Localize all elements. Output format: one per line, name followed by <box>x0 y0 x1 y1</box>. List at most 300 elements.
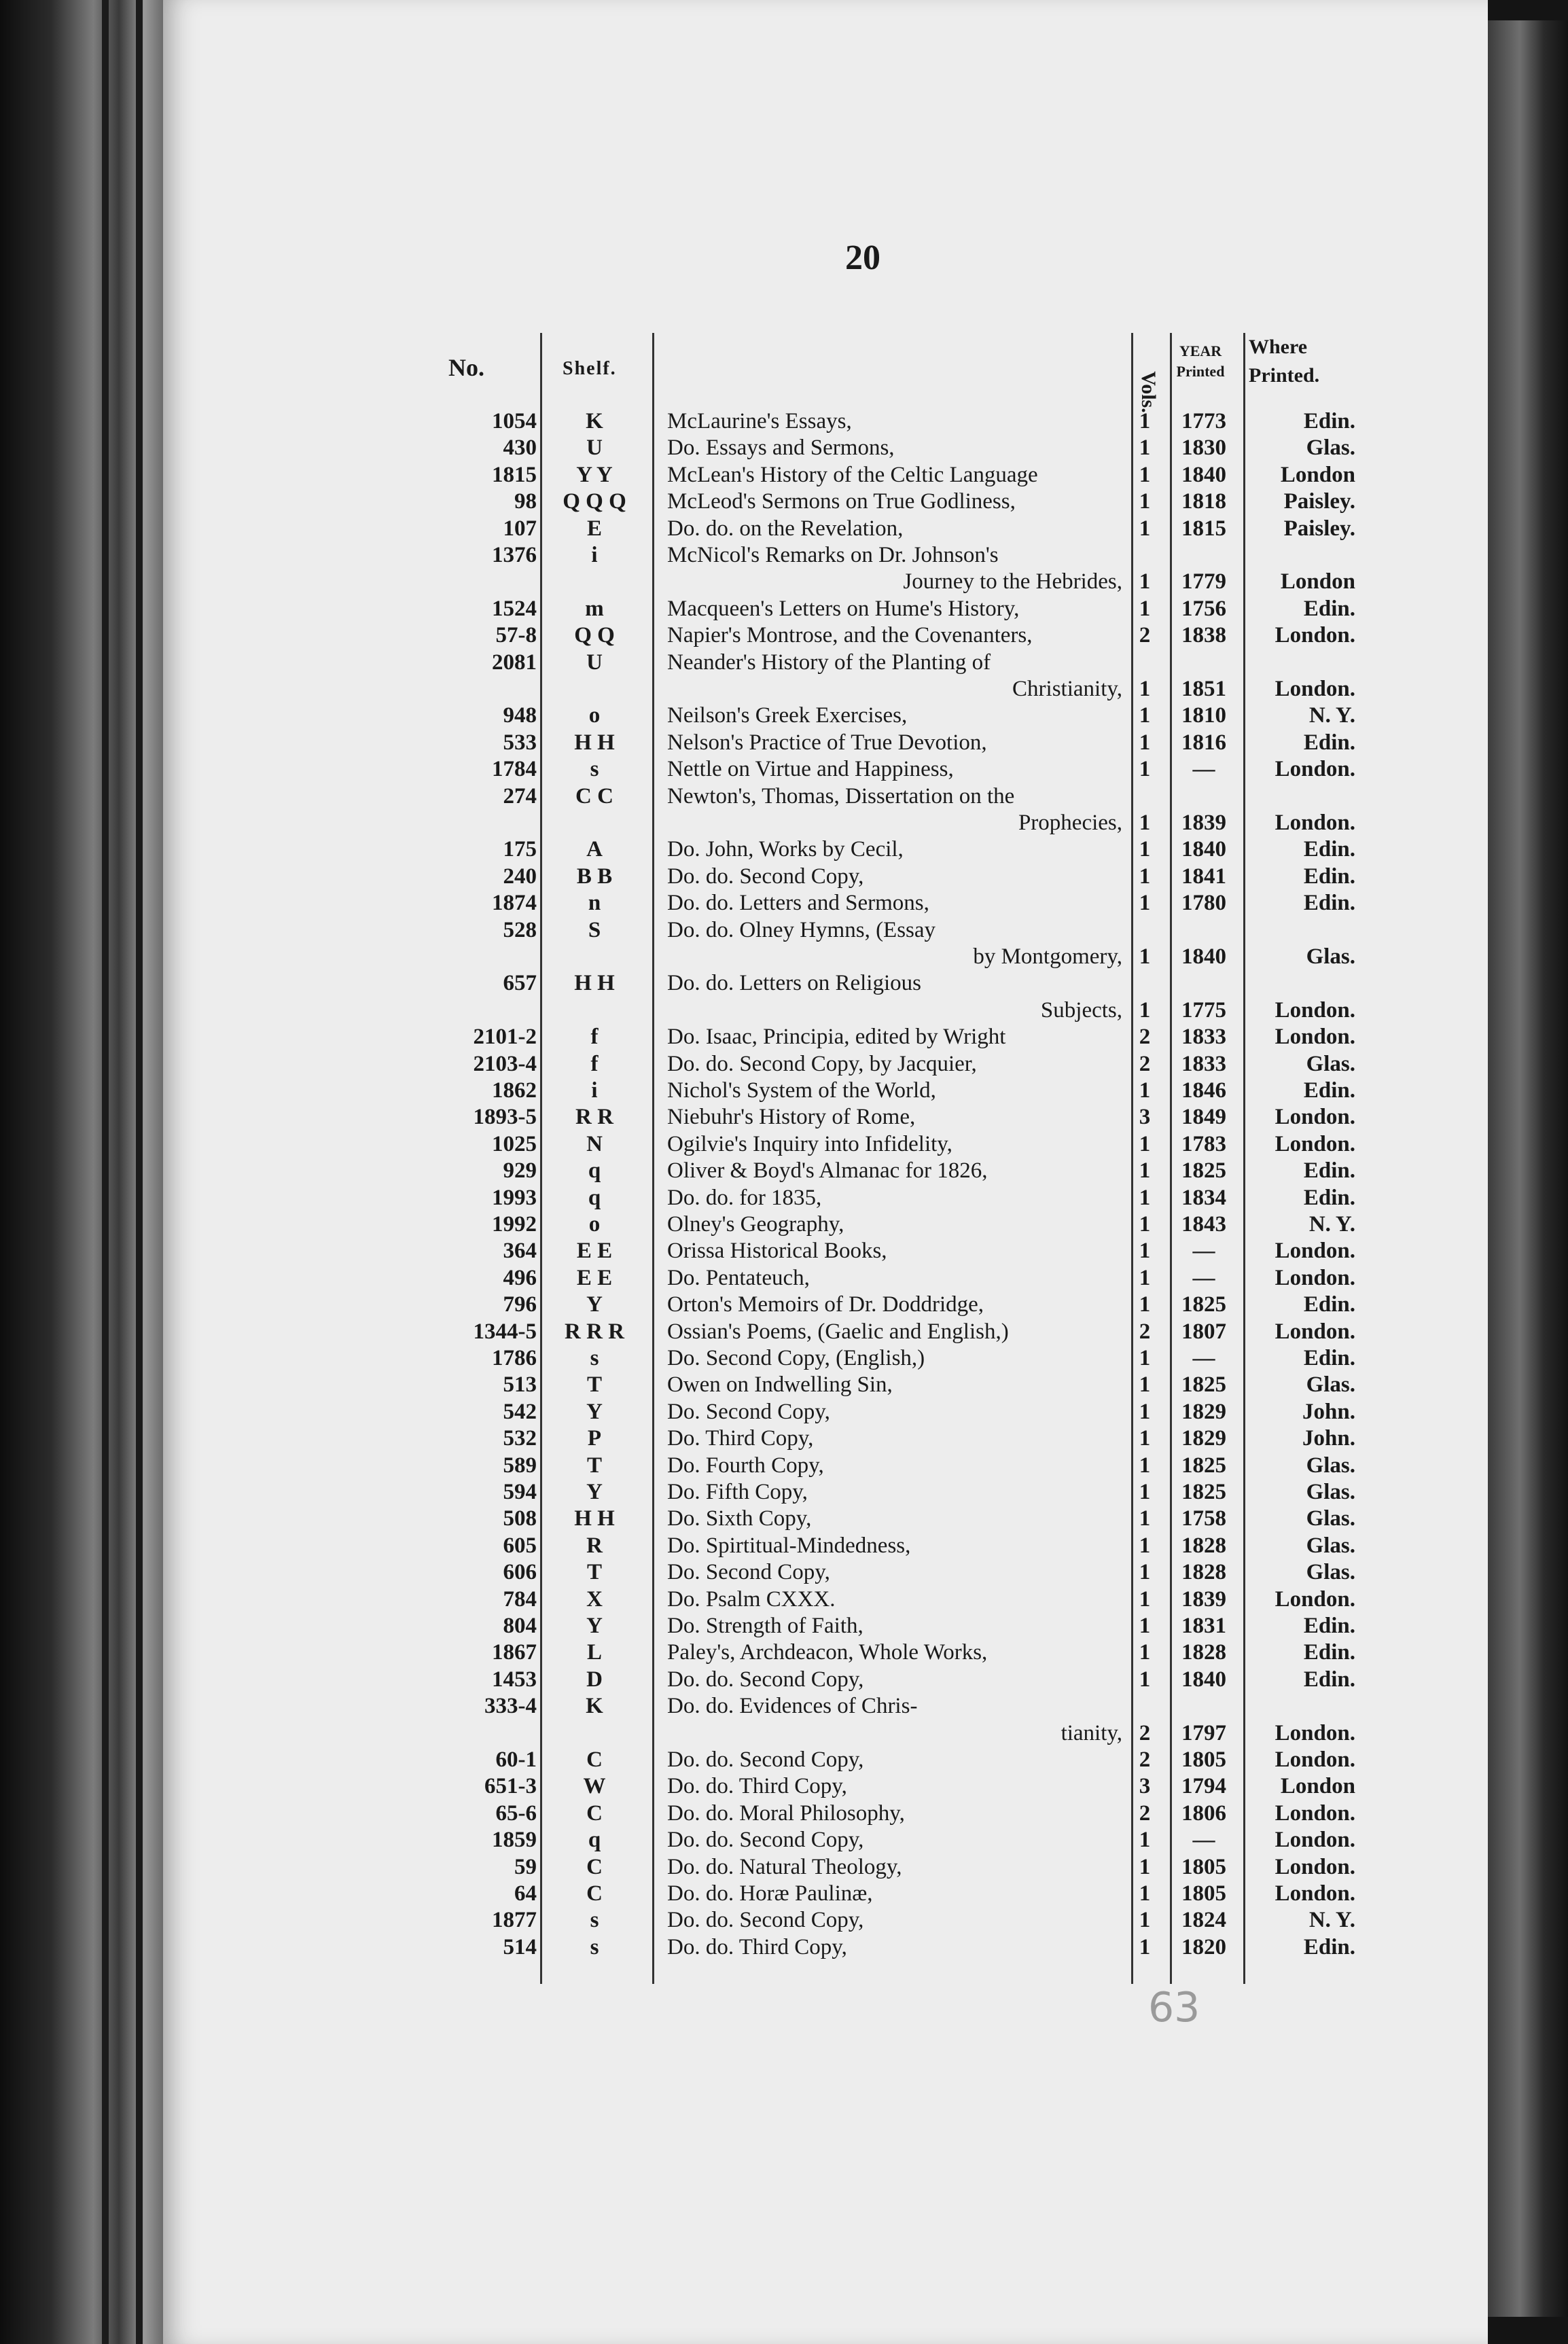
cell-shelf: R R R <box>565 1319 624 1344</box>
cell-where: London. <box>1275 757 1355 782</box>
cell-title: Subjects, <box>1040 997 1122 1023</box>
cell-vols: 1 <box>1139 489 1151 514</box>
cell-no: 929 <box>503 1158 537 1184</box>
cell-year: 1806 <box>1181 1800 1226 1826</box>
table-row <box>0 864 1488 891</box>
cell-vols: 1 <box>1139 1667 1151 1692</box>
cell-no: 594 <box>503 1480 537 1504</box>
cell-title: Do. Third Copy, <box>667 1426 814 1451</box>
cell-vols: 1 <box>1139 1480 1151 1504</box>
cell-no: 528 <box>503 917 537 942</box>
cell-no: 606 <box>503 1560 537 1585</box>
header-where <box>1249 333 1319 390</box>
cell-year: 1840 <box>1181 462 1226 487</box>
header-vols: Vols. <box>1137 371 1160 413</box>
cell-title: Do. do. Second Copy, <box>667 1747 864 1772</box>
cell-where: London. <box>1275 997 1355 1023</box>
cell-shelf: R <box>586 1533 603 1558</box>
table-row <box>0 677 1488 704</box>
cell-no: 589 <box>503 1453 537 1478</box>
cell-title: Oliver & Boyd's Almanac for 1826, <box>667 1158 988 1184</box>
cell-vols: 1 <box>1139 1212 1151 1237</box>
cell-shelf: D <box>586 1667 603 1692</box>
table-row <box>0 1560 1488 1587</box>
cell-vols: 1 <box>1139 811 1151 835</box>
cell-title: Macqueen's Letters on Hume's History, <box>667 596 1020 621</box>
table-row <box>0 971 1488 998</box>
cell-year: 1824 <box>1181 1908 1226 1933</box>
cell-where: Glas. <box>1306 1051 1355 1076</box>
table-row <box>0 1025 1488 1052</box>
cell-year: 1851 <box>1181 677 1226 701</box>
table-row <box>0 1694 1488 1721</box>
table-row <box>0 757 1488 784</box>
table-row <box>0 1587 1488 1614</box>
cell-year: 1846 <box>1181 1078 1226 1103</box>
table-row <box>0 489 1488 516</box>
cell-where: Edin. <box>1303 1934 1355 1959</box>
cell-vols: 1 <box>1139 757 1151 782</box>
cell-title: Do. do. Moral Philosophy, <box>667 1800 905 1826</box>
cell-no: 532 <box>503 1426 537 1451</box>
cell-title: Neander's History of the Planting of <box>667 650 991 675</box>
cell-title: Do. Psalm CXXX. <box>667 1586 836 1612</box>
cell-title: Orton's Memoirs of Dr. Doddridge, <box>667 1292 984 1317</box>
cell-where: London <box>1280 1774 1355 1799</box>
cell-shelf: H H <box>574 971 615 996</box>
cell-shelf: s <box>590 1934 599 1959</box>
cell-vols: 1 <box>1139 516 1151 541</box>
table-row <box>0 623 1488 650</box>
cell-no: 274 <box>503 783 537 809</box>
cell-shelf: X <box>586 1586 603 1612</box>
cell-year: 1834 <box>1181 1185 1226 1210</box>
cell-year: 1828 <box>1181 1560 1226 1585</box>
cell-no: 508 <box>503 1506 537 1531</box>
cell-year: — <box>1192 1828 1215 1853</box>
cell-vols: 1 <box>1139 1346 1151 1370</box>
cell-where: Edin. <box>1303 1614 1355 1638</box>
cell-where: Glas. <box>1306 1560 1355 1585</box>
cell-no: 59 <box>514 1854 537 1879</box>
cell-vols: 1 <box>1139 1908 1151 1933</box>
cell-title: Do. Second Copy, (English,) <box>667 1346 925 1370</box>
table-row <box>0 998 1488 1025</box>
cell-title: Nettle on Virtue and Happiness, <box>667 757 954 782</box>
cell-shelf: s <box>590 757 599 782</box>
cell-vols: 1 <box>1139 1185 1151 1210</box>
cell-shelf: R R <box>575 1105 613 1130</box>
cell-shelf: E <box>586 516 602 541</box>
cell-shelf: C <box>586 1747 603 1772</box>
table-row <box>0 597 1488 624</box>
cell-shelf: K <box>586 409 603 433</box>
cell-where: Edin. <box>1303 730 1355 755</box>
cell-vols: 1 <box>1139 596 1151 621</box>
cell-vols: 1 <box>1139 1614 1151 1638</box>
cell-no: 1344-5 <box>473 1319 537 1344</box>
cell-vols: 1 <box>1139 1399 1151 1424</box>
cell-title: Paley's, Archdeacon, Whole Works, <box>667 1640 988 1665</box>
cell-vols: 1 <box>1139 569 1151 594</box>
cell-shelf: o <box>588 1212 601 1237</box>
table-row <box>0 409 1488 436</box>
cell-shelf: E E <box>576 1239 613 1264</box>
table-row <box>0 1855 1488 1882</box>
cell-no: 1993 <box>492 1185 537 1210</box>
cell-vols: 1 <box>1139 1854 1151 1879</box>
cell-title: McNicol's Remarks on Dr. Johnson's <box>667 543 999 567</box>
cell-where: Edin. <box>1303 596 1355 621</box>
cell-year: 1775 <box>1181 997 1226 1023</box>
cell-shelf: Q Q <box>574 623 615 648</box>
cell-shelf: H H <box>574 1506 615 1531</box>
cell-no: 98 <box>514 489 537 514</box>
cell-year: 1829 <box>1181 1399 1226 1424</box>
cell-no: 605 <box>503 1533 537 1558</box>
cell-no: 1874 <box>492 891 537 916</box>
cell-shelf: q <box>588 1828 601 1853</box>
cell-shelf: T <box>586 1560 602 1585</box>
cell-vols: 1 <box>1139 1372 1151 1398</box>
cell-shelf: f <box>590 1025 599 1050</box>
table-row <box>0 1239 1488 1266</box>
cell-no: 651-3 <box>484 1774 537 1799</box>
cell-title: Do. do. Letters on Religious <box>667 971 921 996</box>
cell-where: London. <box>1275 1800 1355 1826</box>
cell-title: Do. do. Second Copy, by Jacquier, <box>667 1051 977 1076</box>
table-row <box>0 1319 1488 1347</box>
cell-year: — <box>1192 1346 1215 1370</box>
cell-year: 1825 <box>1181 1453 1226 1478</box>
cell-vols: 1 <box>1139 436 1151 461</box>
cell-year: 1783 <box>1181 1131 1226 1156</box>
table-row <box>0 1453 1488 1480</box>
cell-vols: 1 <box>1139 864 1151 889</box>
cell-year: 1815 <box>1181 516 1226 541</box>
table-row <box>0 891 1488 918</box>
cell-vols: 1 <box>1139 1292 1151 1317</box>
cell-vols: 1 <box>1139 1586 1151 1612</box>
cell-year: 1779 <box>1181 569 1226 594</box>
cell-year: 1839 <box>1181 1586 1226 1612</box>
cell-title: Do. do. Third Copy, <box>667 1934 847 1959</box>
cell-where: London. <box>1275 1025 1355 1050</box>
cell-vols: 1 <box>1139 730 1151 755</box>
table-row <box>0 1078 1488 1105</box>
table-row <box>0 918 1488 945</box>
cell-where: London. <box>1275 1131 1355 1156</box>
cell-title: by Montgomery, <box>973 944 1122 969</box>
cell-where: Glas. <box>1306 1480 1355 1504</box>
cell-title: Do. do. Second Copy, <box>667 864 864 889</box>
cell-vols: 1 <box>1139 1426 1151 1451</box>
cell-title: Do. John, Works by Cecil, <box>667 837 904 862</box>
cell-title: Do. do. Second Copy, <box>667 1908 864 1933</box>
cell-year: 1794 <box>1181 1774 1226 1799</box>
cell-year: 1797 <box>1181 1720 1226 1745</box>
cell-year: 1805 <box>1181 1854 1226 1879</box>
cell-shelf: U <box>586 436 603 461</box>
cell-where: London <box>1280 462 1355 487</box>
cell-title: Orissa Historical Books, <box>667 1239 887 1264</box>
cell-shelf: W <box>583 1774 606 1799</box>
cell-no: 804 <box>503 1614 537 1638</box>
cell-title: McLeod's Sermons on True Godliness, <box>667 489 1016 514</box>
cell-where: London. <box>1275 1239 1355 1264</box>
cell-no: 948 <box>503 703 537 728</box>
table-row <box>0 703 1488 730</box>
cell-shelf: o <box>588 703 601 728</box>
cell-where: Edin. <box>1303 1158 1355 1184</box>
cell-where: London. <box>1275 1881 1355 1906</box>
cell-vols: 1 <box>1139 1239 1151 1264</box>
cell-vols: 1 <box>1139 1453 1151 1478</box>
cell-where: Edin. <box>1303 864 1355 889</box>
cell-title: Nichol's System of the World, <box>667 1078 936 1103</box>
cell-title: Do. Second Copy, <box>667 1399 830 1424</box>
cell-vols: 2 <box>1139 1800 1151 1826</box>
cell-shelf: m <box>585 596 604 621</box>
cell-year: 1839 <box>1181 811 1226 835</box>
cell-shelf: N <box>586 1131 603 1156</box>
cell-where: N. Y. <box>1308 703 1355 728</box>
cell-where: London. <box>1275 1105 1355 1130</box>
cell-where: John. <box>1302 1426 1355 1451</box>
cell-year: 1810 <box>1181 703 1226 728</box>
cell-title: Niebuhr's History of Rome, <box>667 1105 916 1130</box>
cell-year: 1825 <box>1181 1372 1226 1398</box>
cell-no: 1893-5 <box>473 1105 537 1130</box>
cell-year: 1840 <box>1181 944 1226 969</box>
cell-where: Edin. <box>1303 1346 1355 1370</box>
cell-year: 1831 <box>1181 1614 1226 1638</box>
cell-where: Paisley. <box>1283 516 1355 541</box>
page-number: 20 <box>845 238 880 277</box>
cell-shelf: C <box>586 1881 603 1906</box>
header-where-line1: Where <box>1249 336 1308 358</box>
cell-no: 1376 <box>492 543 537 567</box>
cell-shelf: U <box>586 650 603 675</box>
cell-shelf: Y Y <box>576 462 613 487</box>
cell-vols: 1 <box>1139 1640 1151 1665</box>
cell-year: 1830 <box>1181 436 1226 461</box>
cell-where: N. Y. <box>1308 1908 1355 1933</box>
header-no: No. <box>448 354 484 381</box>
table-row <box>0 1640 1488 1667</box>
cell-title: Nelson's Practice of True Devotion, <box>667 730 987 755</box>
cell-where: Edin. <box>1303 409 1355 433</box>
table-row <box>0 516 1488 544</box>
cell-year: — <box>1192 1265 1215 1290</box>
cell-title: McLean's History of the Celtic Language <box>667 462 1038 487</box>
cell-where: London <box>1280 569 1355 594</box>
header-where-line2: Printed. <box>1249 364 1320 387</box>
cell-title: Do. do. Letters and Sermons, <box>667 891 929 916</box>
cell-year: 1758 <box>1181 1506 1226 1531</box>
cell-year: 1840 <box>1181 837 1226 862</box>
cell-shelf: s <box>590 1346 599 1370</box>
cell-where: Edin. <box>1303 1292 1355 1317</box>
cell-vols: 1 <box>1139 1158 1151 1184</box>
cell-title: Do. Spirtitual-Mindedness, <box>667 1533 911 1558</box>
header-year <box>1170 341 1231 382</box>
cell-vols: 1 <box>1139 1078 1151 1103</box>
table-row <box>0 1400 1488 1427</box>
cell-title: Napier's Montrose, and the Covenanters, <box>667 623 1033 648</box>
cell-shelf: H H <box>574 730 615 755</box>
cell-where: London. <box>1275 1319 1355 1344</box>
table-row <box>0 1747 1488 1775</box>
cell-no: 2103-4 <box>473 1051 537 1076</box>
cell-title: Ossian's Poems, (Gaelic and English,) <box>667 1319 1009 1344</box>
cell-vols: 1 <box>1139 1881 1151 1906</box>
cell-title: Do. Fourth Copy, <box>667 1453 824 1478</box>
cell-title: Do. Isaac, Principia, edited by Wright <box>667 1025 1006 1050</box>
cell-no: 1054 <box>492 409 537 433</box>
table-row <box>0 569 1488 597</box>
cell-no: 1877 <box>492 1908 537 1933</box>
cell-shelf: P <box>587 1426 602 1451</box>
table-row <box>0 944 1488 972</box>
cell-shelf: q <box>588 1185 601 1210</box>
cell-where: Glas. <box>1306 944 1355 969</box>
cell-where: Edin. <box>1303 1640 1355 1665</box>
cell-no: 1784 <box>492 757 537 782</box>
cell-where: Edin. <box>1303 891 1355 916</box>
cell-no: 514 <box>503 1934 537 1959</box>
cell-shelf: Y <box>586 1399 603 1424</box>
cell-year: 1805 <box>1181 1881 1226 1906</box>
cell-where: London. <box>1275 1586 1355 1612</box>
table-row <box>0 1292 1488 1319</box>
cell-year: 1828 <box>1181 1640 1226 1665</box>
cell-vols: 2 <box>1139 1747 1151 1772</box>
cell-vols: 1 <box>1139 1265 1151 1290</box>
cell-no: 240 <box>503 864 537 889</box>
cell-vols: 1 <box>1139 1131 1151 1156</box>
table-row <box>0 1186 1488 1213</box>
cell-title: tianity, <box>1061 1720 1122 1745</box>
cell-no: 513 <box>503 1372 537 1398</box>
table-row <box>0 1935 1488 1962</box>
cell-title: Owen on Indwelling Sin, <box>667 1372 893 1398</box>
cell-no: 175 <box>503 837 537 862</box>
cell-vols: 2 <box>1139 1319 1151 1344</box>
table-row <box>0 730 1488 758</box>
cell-vols: 1 <box>1139 1506 1151 1531</box>
cell-no: 1453 <box>492 1667 537 1692</box>
table-row <box>0 463 1488 490</box>
cell-title: Do. do. Horæ Paulinæ, <box>667 1881 873 1906</box>
cell-year: 1805 <box>1181 1747 1226 1772</box>
cell-year: 1818 <box>1181 489 1226 514</box>
cell-where: London. <box>1275 1854 1355 1879</box>
cell-shelf: C <box>586 1854 603 1879</box>
table-row <box>0 784 1488 811</box>
table-row <box>0 837 1488 864</box>
cell-shelf: T <box>586 1372 602 1398</box>
table-row <box>0 1667 1488 1694</box>
cell-title: Neilson's Greek Exercises, <box>667 703 908 728</box>
cell-vols: 2 <box>1139 1025 1151 1050</box>
cell-vols: 1 <box>1139 997 1151 1023</box>
table-row <box>0 1372 1488 1400</box>
table-row <box>0 543 1488 570</box>
table-row <box>0 1908 1488 1935</box>
header-year-line2: Printed <box>1176 363 1225 380</box>
cell-title: McLaurine's Essays, <box>667 409 852 433</box>
cell-no: 496 <box>503 1265 537 1290</box>
cell-title: Do. do. Evidences of Chris- <box>667 1694 918 1719</box>
cell-no: 1859 <box>492 1828 537 1853</box>
cell-year: 1820 <box>1181 1934 1226 1959</box>
cell-title: Olney's Geography, <box>667 1212 844 1237</box>
cell-year: 1841 <box>1181 864 1226 889</box>
cell-title: Do. Fifth Copy, <box>667 1480 808 1504</box>
table-row <box>0 1533 1488 1561</box>
table-row <box>0 1346 1488 1373</box>
cell-title: Prophecies, <box>1018 811 1122 835</box>
cell-no: 1025 <box>492 1131 537 1156</box>
cell-year: 1828 <box>1181 1533 1226 1558</box>
table-row <box>0 1158 1488 1186</box>
cell-title: Do. Pentateuch, <box>667 1265 810 1290</box>
cell-year: 1756 <box>1181 596 1226 621</box>
cell-vols: 3 <box>1139 1105 1151 1130</box>
cell-where: London. <box>1275 623 1355 648</box>
cell-no: 2081 <box>492 650 537 675</box>
cell-where: Glas. <box>1306 436 1355 461</box>
cell-shelf: E E <box>576 1265 613 1290</box>
cell-where: London. <box>1275 1747 1355 1772</box>
cell-title: Christianity, <box>1012 677 1122 701</box>
cell-year: 1840 <box>1181 1667 1226 1692</box>
cell-where: London. <box>1275 1828 1355 1853</box>
cell-no: 60-1 <box>495 1747 537 1772</box>
cell-vols: 1 <box>1139 462 1151 487</box>
cell-title: Do. do. Olney Hymns, (Essay <box>667 917 936 942</box>
cell-year: 1829 <box>1181 1426 1226 1451</box>
cell-where: London. <box>1275 1265 1355 1290</box>
table-row <box>0 650 1488 677</box>
header-year-line1: YEAR <box>1179 342 1222 359</box>
cell-year: 1838 <box>1181 623 1226 648</box>
cell-shelf: n <box>588 891 601 916</box>
table-row <box>0 1721 1488 1748</box>
table-row <box>0 1426 1488 1453</box>
cell-no: 57-8 <box>495 623 537 648</box>
cell-no: 796 <box>503 1292 537 1317</box>
cell-vols: 1 <box>1139 677 1151 701</box>
cell-where: Edin. <box>1303 837 1355 862</box>
cell-title: Do. do. for 1835, <box>667 1185 822 1210</box>
table-row <box>0 1132 1488 1159</box>
cell-no: 784 <box>503 1586 537 1612</box>
cell-vols: 2 <box>1139 623 1151 648</box>
cell-where: Paisley. <box>1283 489 1355 514</box>
cell-year: — <box>1192 1239 1215 1264</box>
table-row <box>0 1801 1488 1828</box>
cell-title: Do. do. Second Copy, <box>667 1828 864 1853</box>
cell-title: Do. do. Natural Theology, <box>667 1854 902 1879</box>
cell-shelf: f <box>590 1051 599 1076</box>
table-row <box>0 1212 1488 1239</box>
cell-title: Do. Sixth Copy, <box>667 1506 812 1531</box>
cell-vols: 1 <box>1139 1828 1151 1853</box>
cell-title: Do. Strength of Faith, <box>667 1614 863 1638</box>
cell-no: 333-4 <box>484 1694 537 1719</box>
